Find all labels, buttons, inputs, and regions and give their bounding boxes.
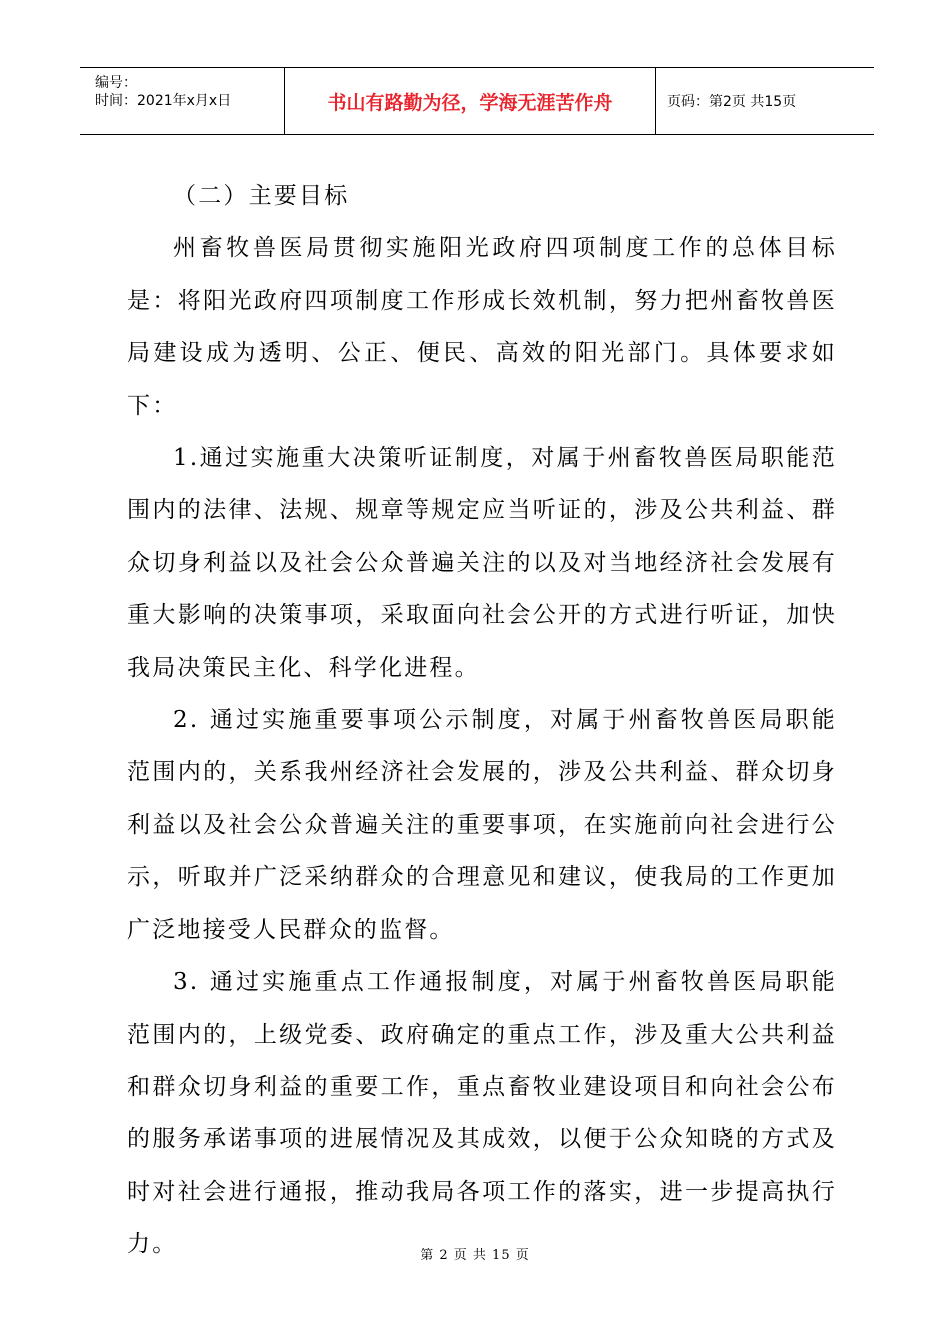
item-paragraph-2: 2. 通过实施重要事项公示制度，对属于州畜牧兽医局职能范围内的，关系我州经济社会发展的，涉及公共利益、群众切身利益以及社会公众普遍关注的重要事项，在实施前向社会进行公示，听取并广泛采纳群众的合理意见和建议，使我局的工作更加广泛地接受人民群众的监督。: [127, 707, 837, 943]
page-footer: [0, 1244, 950, 1263]
header-motto: [285, 68, 656, 134]
page-info-text: 页码：第2页 共15页: [667, 94, 797, 110]
document-date-label: 时间：2021年x月x日: [95, 93, 232, 109]
header-meta: [80, 68, 285, 134]
section-heading: （二）主要目标: [173, 183, 350, 209]
document-number-label: 编号：: [95, 75, 137, 91]
document-header: [80, 67, 874, 135]
item-paragraph-3: 3. 通过实施重点工作通报制度，对属于州畜牧兽医局职能范围内的，上级党委、政府确定的重点工作，涉及重大公共利益和群众切身利益的重要工作，重点畜牧业建设项目和向社会公布的服务承诺事项的进展情况及其成效，以便于公众知晓的方式及时对社会进行通报，推动我局各项工作的落实，进一步提高执行力。: [127, 969, 837, 1258]
item-paragraph-1: 1.通过实施重大决策听证制度，对属于州畜牧兽医局职能范围内的法律、法规、规章等规定应当听证的，涉及公共利益、群众切身利益以及社会公众普遍关注的以及对当地经济社会发展有重大影响的决策事项，采取面向社会公开的方式进行听证，加快我局决策民主化、科学化进程。: [127, 445, 837, 681]
header-page-info: [656, 68, 874, 134]
intro-paragraph: 州畜牧兽医局贯彻实施阳光政府四项制度工作的总体目标是：将阳光政府四项制度工作形成长效机制，努力把州畜牧兽医局建设成为透明、公正、便民、高效的阳光部门。具体要求如下：: [127, 235, 837, 419]
motto-text: 书山有路勤为径，学海无涯苦作舟: [327, 91, 613, 114]
document-body: [127, 170, 837, 1271]
footer-page-number: 第 2 页 共 15 页: [420, 1248, 530, 1263]
